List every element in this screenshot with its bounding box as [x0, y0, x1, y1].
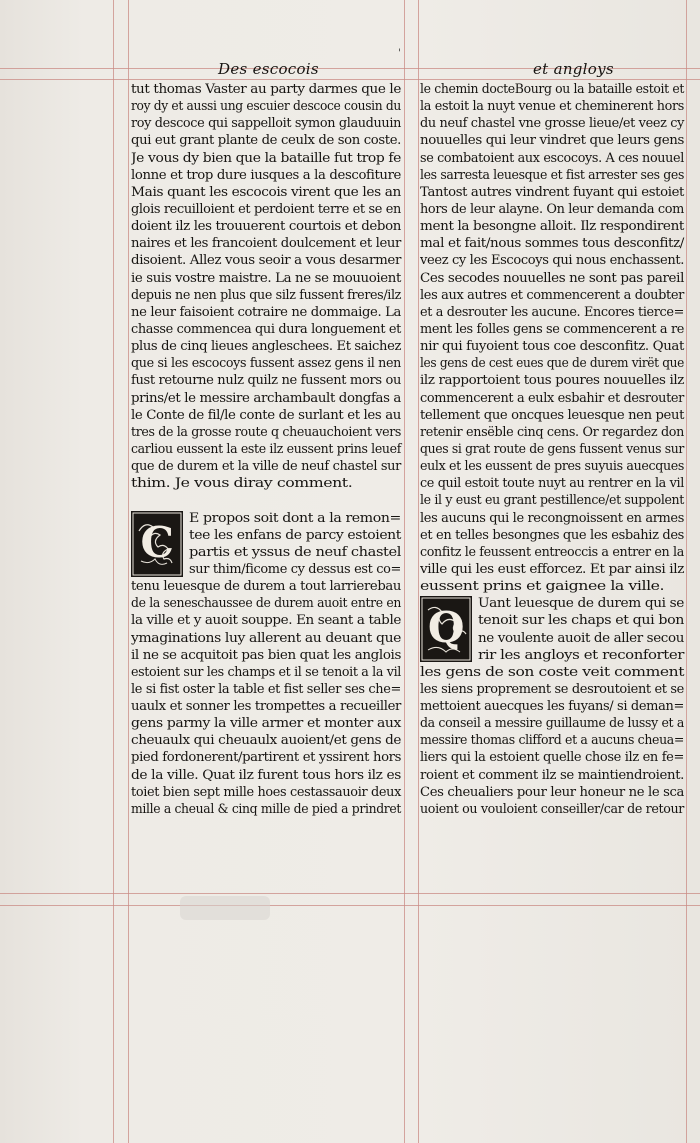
text-line: ne voulente auoit de aller secou	[478, 629, 684, 645]
initial-letter-c: C	[140, 517, 174, 567]
text-line: les sarresta leuesque et fist arrester ses ges	[420, 166, 684, 182]
text-line: ment les folles gens se commencerent a re	[420, 320, 684, 336]
text-line: les gens de son coste veit comment	[420, 663, 684, 679]
text-line: tenu leuesque de durem a tout larrierebau	[131, 578, 401, 594]
ruling-line	[0, 905, 700, 906]
text-line: estoient sur les champs et il se tenoit a la vil	[131, 663, 401, 679]
text-line: confitz le feussent entreoccis a entrer en la	[420, 543, 684, 559]
text-line: commencerent a eulx esbahir et desrouter	[420, 389, 684, 405]
right-text-column	[420, 80, 686, 895]
text-line: nir qui fuyoient tous coe desconfitz. Quat	[420, 338, 684, 354]
text-line: et a desrouter les aucune. Encores tierce=	[420, 303, 684, 319]
text-line: ville qui les eust efforcez. Et par ainsi ilz	[420, 560, 684, 576]
text-line: sur thim/ficome cy dessus est co=	[189, 560, 401, 576]
text-line: uaulx et sonner les trompettes a recueiller	[131, 698, 401, 714]
signature-mark: '	[398, 48, 401, 59]
text-line: que de durem et la ville de neuf chastel sur	[131, 458, 401, 474]
text-line: se combatoient aux escocoys. A ces nouuel	[420, 149, 684, 165]
text-line: de la seneschaussee de durem auoit entre en	[131, 595, 401, 611]
text-line: eussent prins et gaignee la ville.	[420, 578, 665, 594]
text-line: hors de leur alayne. On leur demanda com	[420, 200, 684, 216]
text-line: uoient ou vouloient conseiller/car de retour	[420, 800, 684, 816]
text-line: ymaginations luy allerent au deuant que	[131, 629, 401, 645]
text-line: Uant leuesque de durem qui se	[478, 595, 684, 611]
text-line: le si fist oster la table et fist seller ses che=	[131, 680, 401, 696]
text-line: liers qui la estoient quelle chose ilz en fe=	[420, 749, 684, 765]
text-line: nouuelles qui leur vindret que leurs gens	[420, 132, 684, 148]
text-line: les siens proprement se desroutoient et se	[420, 680, 684, 696]
text-line: lonne et trop dure iusques a la descofiture	[131, 166, 401, 182]
text-line: partis et yssus de neuf chastel	[189, 543, 401, 559]
text-line: messire thomas clifford et a aucuns cheua=	[420, 732, 684, 748]
text-line: Ces cheualiers pour leur honeur ne le sca	[420, 783, 684, 799]
text-line: du neuf chastel vne grosse lieue/et veez cy	[420, 115, 684, 131]
right-initial-block	[420, 594, 686, 663]
text-line: les gens de cest eues que de durem virët que	[420, 355, 684, 371]
text-line: veez cy les Escocoys qui nous enchassent.	[420, 252, 684, 268]
text-line: glois recuilloient et perdoient terre et se en	[131, 200, 401, 216]
text-line: Je vous dy bien que la bataille fut trop fe	[131, 149, 401, 165]
left-initial-lines	[189, 509, 403, 578]
text-line: tenoit sur les chaps et qui bon	[478, 612, 684, 628]
text-line: roient et comment ilz se maintiendroient.	[420, 766, 684, 782]
ruling-line	[128, 0, 129, 1143]
text-line: ques si grat route de gens fussent venus sur	[420, 440, 684, 456]
text-line: ilz rapportoient tous poures nouuelles ilz	[420, 372, 684, 388]
text-line: que si les escocoys fussent assez gens il nen	[131, 355, 401, 371]
decorated-initial-q-ornament	[420, 596, 472, 662]
text-line: mille a cheual & cinq mille de pied a prindret	[131, 800, 401, 816]
text-line: et en telles besongnes que les esbahiz des	[420, 526, 684, 542]
text-line: tres de la grosse route q cheuauchoient vers	[131, 423, 401, 439]
text-line: tee les enfans de parcy estoient	[189, 526, 401, 542]
text-line: fust retourne nulz quilz ne fussent mors ou	[131, 372, 401, 388]
text-line: Tantost autres vindrent fuyant qui estoiet	[420, 183, 684, 199]
running-head-left: Des escocois	[218, 60, 319, 78]
text-line: chasse commencea qui dura longuement et	[131, 320, 401, 336]
text-line: Mais quant les escocois virent que les an	[131, 183, 401, 199]
text-line: il ne se acquitoit pas bien quat les anglois	[131, 646, 401, 662]
text-line: naires et les francoient doulcement et leur	[131, 235, 401, 251]
text-line: qui eut grant plante de ceulx de son coste.	[131, 132, 401, 148]
text-line: ne leur faisoient cotraire ne dommaige. La	[131, 303, 401, 319]
text-line: roy descoce qui sappelloit symon glauduuin	[131, 115, 401, 131]
running-head-right: et angloys	[533, 60, 614, 78]
text-line: pied fordonerent/partirent et yssirent hors	[131, 749, 401, 765]
ink-show-through	[180, 896, 270, 920]
text-line: disoient. Allez vous seoir a vous desarmer	[131, 252, 401, 268]
text-line: mettoient auecques les fuyans/ si deman=	[420, 698, 684, 714]
initial-letter-q: Q	[427, 603, 465, 653]
text-line: mal et fait/nous sommes tous desconfitz/	[420, 235, 684, 251]
text-line: doient ilz les trouuerent courtois et debon	[131, 218, 401, 234]
text-line: ce quil estoit toute nuyt au rentrer en la vil	[420, 475, 684, 491]
text-line: la estoit la nuyt venue et cheminerent hors	[420, 98, 684, 114]
text-line: de la ville. Quat ilz furent tous hors ilz es	[131, 766, 401, 782]
text-line: eulx et les eussent de pres suyuis auecques	[420, 458, 684, 474]
right-initial-lines	[478, 594, 686, 663]
right-column-top-text	[420, 80, 686, 594]
text-line: depuis ne nen plus que silz fussent freres/ilz	[131, 286, 401, 302]
left-text-column	[131, 80, 403, 895]
decorated-initial-c	[131, 511, 183, 577]
text-line: le chemin docteBourg ou la bataille estoit et	[420, 81, 684, 96]
text-line: les aux autres et commencerent a doubter	[420, 286, 684, 302]
text-line: le il y eust eu grant pestillence/et suppolent	[420, 492, 684, 508]
text-line: ment la besongne alloit. Ilz respondirent	[420, 218, 684, 234]
text-line: toiet bien sept mille hoes cestassauoir deux	[131, 783, 401, 799]
text-line: la ville et y auoit souppe. En seant a table	[131, 612, 401, 628]
ruling-line	[113, 0, 114, 1143]
text-line: E propos soit dont a la remon=	[189, 509, 401, 525]
text-line: tut thomas Vaster au party darmes que le	[131, 81, 401, 96]
ruling-line	[686, 0, 687, 1143]
text-line: retenir ensëble cinq cens. Or regardez don	[420, 423, 684, 439]
text-line: le Conte de fil/le conte de surlant et les au	[131, 406, 401, 422]
text-line: tellement que oncques leuesque nen peut	[420, 406, 684, 422]
right-column-bottom-text	[420, 663, 686, 817]
text-line: prins/et le messire archambault dongfas a	[131, 389, 401, 405]
text-line: thim. Je vous diray comment.	[131, 475, 353, 491]
left-column-bottom-text	[131, 577, 403, 817]
text-line: ie suis vostre maistre. La ne se mouuoient	[131, 269, 401, 285]
left-initial-block	[131, 509, 403, 578]
text-line: carliou eussent la este ilz eussent prins leuef	[131, 440, 401, 456]
ruling-line	[418, 0, 419, 1143]
ruling-line	[404, 0, 405, 1143]
text-line: gens parmy la ville armer et monter aux	[131, 715, 401, 731]
decorated-initial-q	[420, 596, 472, 662]
text-line: plus de cinq lieues angleschees. Et saichez	[131, 338, 401, 354]
paragraph-gap	[131, 491, 403, 508]
decorated-initial-c-ornament	[131, 511, 183, 577]
text-line: cheuaulx qui cheuaulx auoient/et gens de	[131, 732, 401, 748]
left-column-top-text	[131, 80, 403, 491]
text-line: rir les angloys et reconforter	[478, 646, 684, 662]
text-line: les aucuns qui le recongnoissent en armes	[420, 509, 684, 525]
text-line: da conseil a messire guillaume de lussy et a	[420, 715, 684, 731]
text-line: roy dy et aussi ung escuier descoce cousin du	[131, 98, 401, 114]
text-line: Ces secodes nouuelles ne sont pas pareil	[420, 269, 684, 285]
